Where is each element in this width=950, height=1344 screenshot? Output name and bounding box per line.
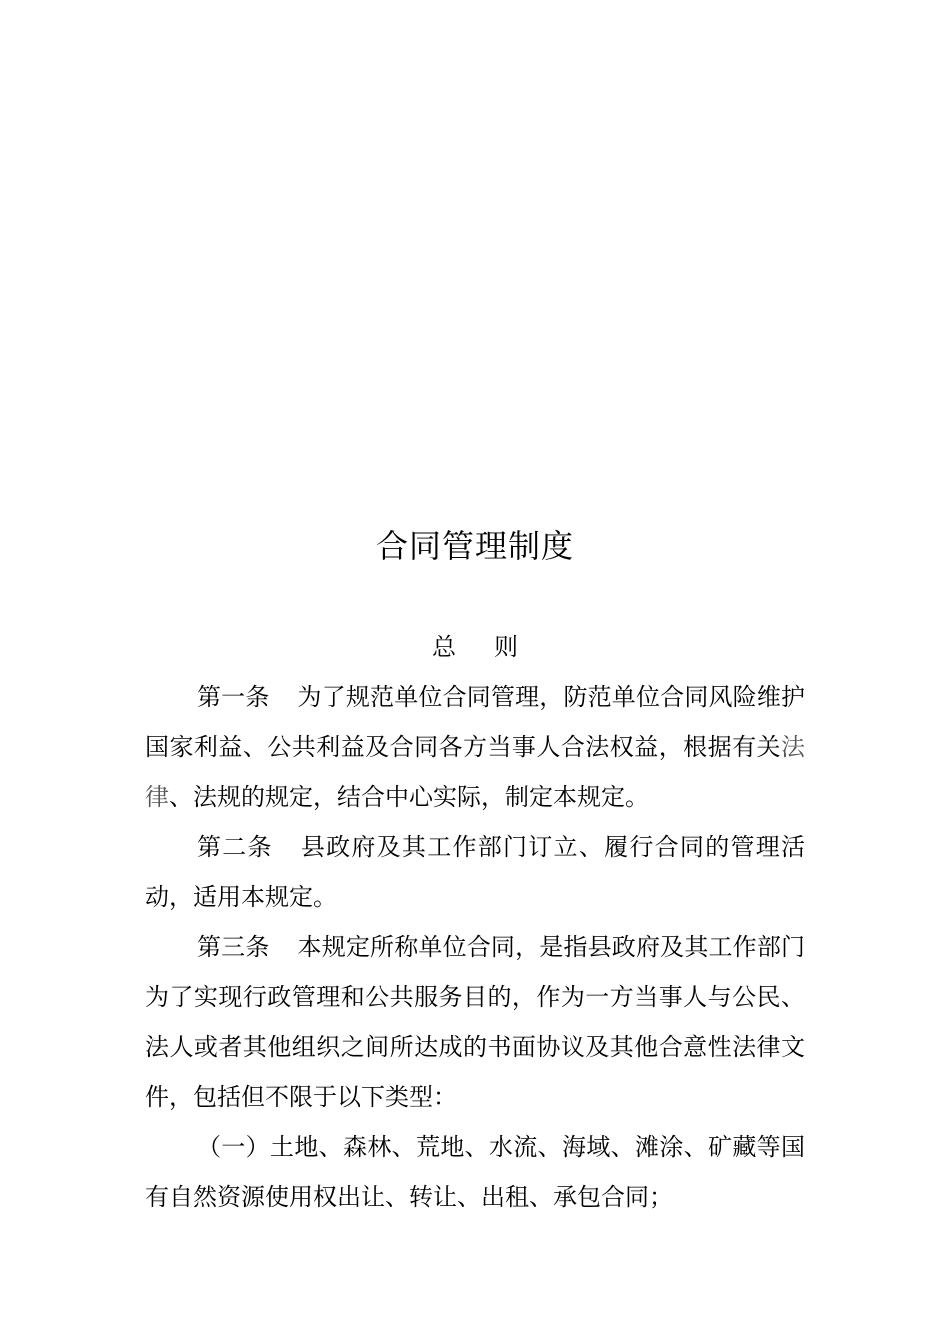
document-body	[145, 672, 805, 1222]
article-3-text: 本规定所称单位合同，是指县政府及其工作部门为了实现行政管理和公共服务目的，作为一方当事人与公民、法人或者其他组织之间所达成的书面协议及其他合意性法律文件，包括但不限于以下类型：	[145, 933, 806, 1111]
article-1	[145, 672, 805, 822]
list-item-1-text: （一）土地、森林、荒地、水流、海域、滩涂、矿藏等国有自然资源使用权出让、转让、出租、承包合同；	[145, 1133, 805, 1211]
document-title: 合同管理制度	[375, 527, 574, 565]
article-1-law-link[interactable]: 法律	[145, 733, 805, 811]
article-1-text-after-link: 、法规的规定，结合中心实际，制定本规定。	[169, 783, 649, 811]
article-3	[145, 922, 805, 1122]
section-heading	[0, 630, 950, 664]
article-2-text: 县政府及其工作部门订立、履行合同的管理活动，适用本规定。	[145, 833, 806, 911]
section-heading-left: 总	[432, 633, 456, 661]
article-3-number: 第三条	[197, 933, 270, 961]
article-2	[145, 822, 805, 922]
article-1-text-before-link: 为了规范单位合同管理，防范单位合同风险维护国家利益、公共利益及合同各方当事人合法权益，根据有关	[145, 683, 806, 761]
section-heading-right: 则	[494, 633, 518, 661]
article-1-number: 第一条	[197, 683, 270, 711]
list-item-1	[145, 1122, 805, 1222]
article-2-number: 第二条	[197, 833, 273, 861]
